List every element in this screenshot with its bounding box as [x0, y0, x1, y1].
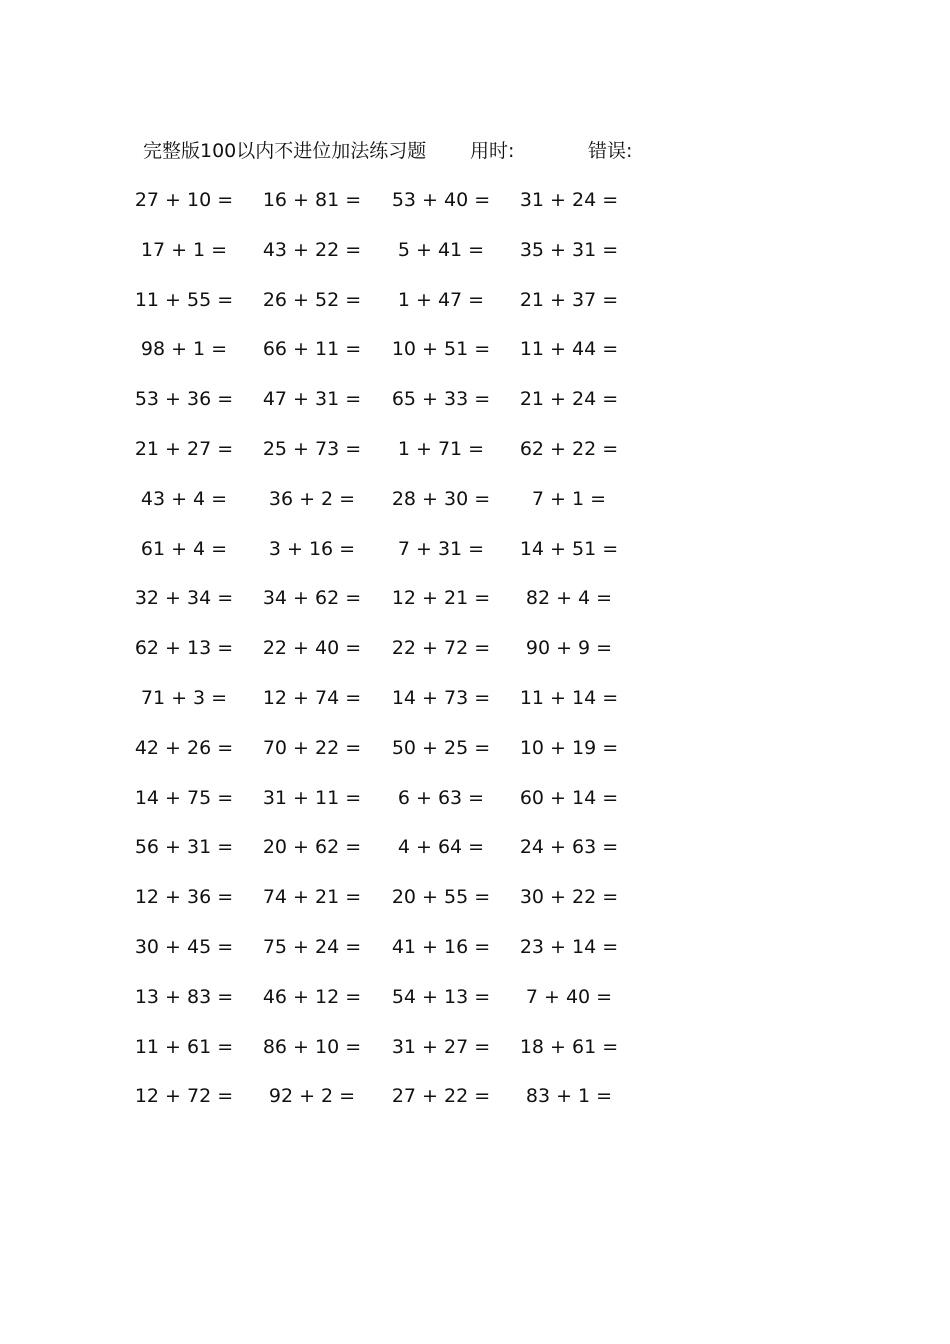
problem-item: 74 + 21 = [262, 886, 362, 909]
problem-item: 22 + 72 = [391, 637, 491, 660]
problem-item: 3 + 16 = [268, 537, 356, 560]
problem-item: 31 + 24 = [519, 189, 619, 211]
problem-item: 62 + 13 = [134, 637, 234, 660]
problem-item: 21 + 27 = [134, 438, 234, 460]
problem-item: 7 + 1 = [531, 487, 607, 510]
problem-item: 86 + 10 = [262, 1035, 362, 1058]
worksheet-header [143, 136, 703, 166]
problem-item: 26 + 52 = [262, 288, 362, 311]
error-count-label: 错误: [588, 140, 633, 162]
problem-item: 34 + 62 = [262, 587, 362, 610]
problem-item: 35 + 31 = [519, 238, 619, 261]
problem-item: 83 + 1 = [525, 1085, 613, 1108]
problem-item: 5 + 41 = [397, 238, 485, 261]
problem-item: 12 + 36 = [134, 886, 234, 909]
problem-item: 1 + 71 = [397, 438, 485, 460]
problem-item: 17 + 1 = [140, 238, 228, 261]
problem-item: 6 + 63 = [397, 786, 485, 809]
problem-item: 71 + 3 = [140, 687, 228, 709]
problem-item: 11 + 55 = [134, 288, 234, 311]
problem-item: 31 + 27 = [391, 1035, 491, 1058]
problem-item: 14 + 75 = [134, 786, 234, 809]
problem-item: 14 + 51 = [519, 537, 619, 560]
time-used-label: 用时: [470, 140, 515, 162]
problem-item: 13 + 83 = [134, 985, 234, 1008]
problem-item: 70 + 22 = [262, 736, 362, 759]
problem-item: 92 + 2 = [268, 1085, 356, 1108]
problem-item: 53 + 36 = [134, 388, 234, 411]
problem-item: 11 + 61 = [134, 1035, 234, 1058]
problem-item: 61 + 4 = [140, 537, 228, 560]
problem-item: 43 + 4 = [140, 487, 228, 510]
problem-item: 22 + 40 = [262, 637, 362, 660]
problem-item: 7 + 31 = [397, 537, 485, 560]
problem-item: 41 + 16 = [391, 936, 491, 958]
problem-item: 21 + 24 = [519, 388, 619, 411]
problem-item: 90 + 9 = [525, 637, 613, 660]
problem-item: 47 + 31 = [262, 388, 362, 411]
problem-item: 12 + 72 = [134, 1085, 234, 1108]
problem-item: 82 + 4 = [525, 587, 613, 610]
problem-item: 32 + 34 = [134, 587, 234, 610]
problem-item: 54 + 13 = [391, 985, 491, 1008]
problem-item: 20 + 62 = [262, 836, 362, 859]
problem-item: 43 + 22 = [262, 238, 362, 261]
problem-item: 21 + 37 = [519, 288, 619, 311]
problem-item: 27 + 10 = [134, 189, 234, 211]
problem-item: 4 + 64 = [397, 836, 485, 859]
problem-item: 66 + 11 = [262, 338, 362, 361]
problem-item: 30 + 22 = [519, 886, 619, 909]
problem-item: 62 + 22 = [519, 438, 619, 460]
problem-item: 24 + 63 = [519, 836, 619, 859]
problem-item: 20 + 55 = [391, 886, 491, 909]
problem-item: 23 + 14 = [519, 936, 619, 958]
problem-item: 36 + 2 = [268, 487, 356, 510]
problem-item: 7 + 40 = [525, 985, 613, 1008]
problem-item: 18 + 61 = [519, 1035, 619, 1058]
problem-item: 12 + 21 = [391, 587, 491, 610]
problem-item: 25 + 73 = [262, 438, 362, 460]
problem-item: 28 + 30 = [391, 487, 491, 510]
problem-item: 11 + 14 = [519, 687, 619, 709]
problem-item: 75 + 24 = [262, 936, 362, 958]
problem-item: 10 + 51 = [391, 338, 491, 361]
problem-item: 56 + 31 = [134, 836, 234, 859]
problem-item: 27 + 22 = [391, 1085, 491, 1108]
worksheet-title: 完整版100以内不进位加法练习题 [143, 140, 427, 162]
problem-item: 31 + 11 = [262, 786, 362, 809]
problem-item: 10 + 19 = [519, 736, 619, 759]
problem-item: 65 + 33 = [391, 388, 491, 411]
problem-item: 50 + 25 = [391, 736, 491, 759]
problem-item: 46 + 12 = [262, 985, 362, 1008]
problem-item: 11 + 44 = [519, 338, 619, 361]
problem-item: 14 + 73 = [391, 687, 491, 709]
problem-item: 12 + 74 = [262, 687, 362, 709]
problem-item: 16 + 81 = [262, 189, 362, 211]
problem-item: 98 + 1 = [140, 338, 228, 361]
problem-item: 60 + 14 = [519, 786, 619, 809]
problem-item: 1 + 47 = [397, 288, 485, 311]
problem-item: 30 + 45 = [134, 936, 234, 958]
problem-item: 53 + 40 = [391, 189, 491, 211]
problem-item: 42 + 26 = [134, 736, 234, 759]
